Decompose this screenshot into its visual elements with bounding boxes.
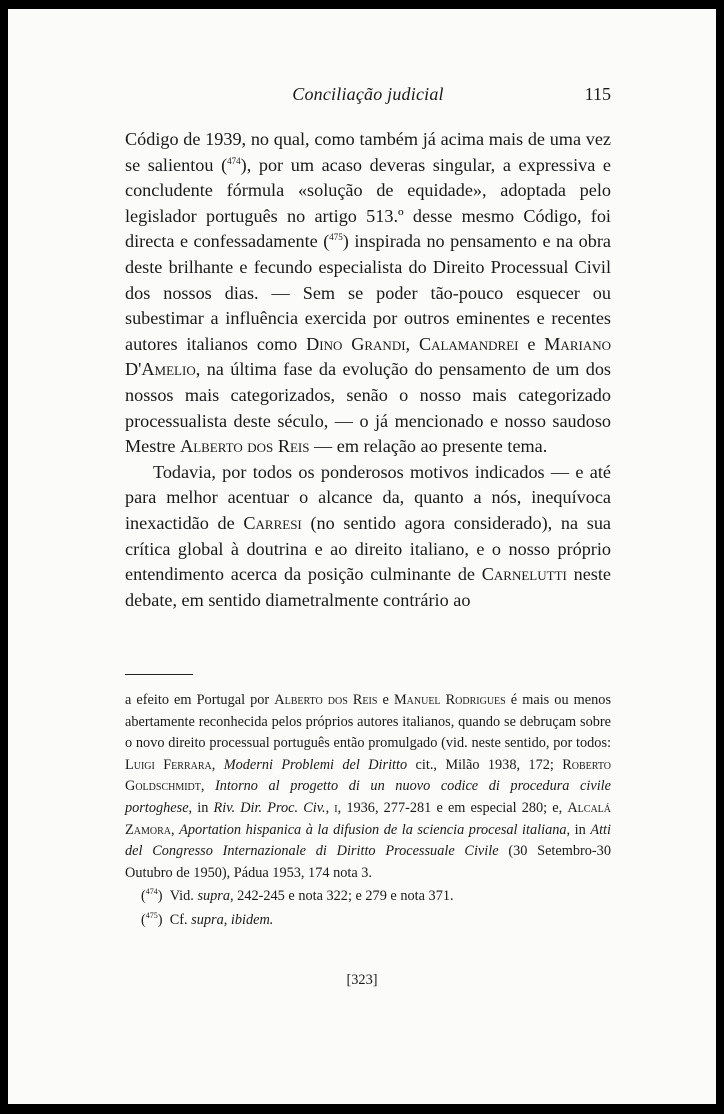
author-name: Dino Grandi xyxy=(306,333,406,354)
footnote-number: 475 xyxy=(145,911,158,921)
footnote-474: ($^{474}$) Vid. supra, 242-245 e nota 322; e 279 e nota 371. xyxy=(141,887,454,905)
page-header xyxy=(125,84,611,110)
text-run: , 1936, 277-281 e em especial 280; e, xyxy=(337,799,568,816)
work-title: Intorno al progetto di un nuovo codice di procedura civile portoghese xyxy=(125,778,611,816)
paragraph-1 xyxy=(125,127,611,460)
main-text xyxy=(125,127,611,613)
work-title: Atti del Congresso Internazionale di Diritto Processuale Civile xyxy=(125,821,611,860)
journal-title: Riv. Dir. Proc. Civ. xyxy=(213,799,326,816)
author-name: Alberto dos Reis xyxy=(180,436,310,457)
volume-number: i xyxy=(334,799,338,816)
text-run: Vid. xyxy=(169,888,198,905)
footnote-ref-474: 474 xyxy=(227,155,241,166)
author-name: Alcalá Zamora xyxy=(125,799,611,838)
folio-number xyxy=(8,972,716,989)
paragraph-2 xyxy=(125,460,611,614)
author-name: Manuel Rodrigues xyxy=(393,692,506,708)
footnote-475: ($^{475}$) Cf. supra, ibidem. xyxy=(141,911,274,928)
text-run: Todavia, por todos os ponderosos motivos indicados — e até para melhor acentuar o alcance da, quanto a nós, inequívoca inexactidão de xyxy=(125,461,611,533)
text-run: cit., Milão 1938, 172; xyxy=(407,756,563,773)
footnote-number: 474 xyxy=(145,887,158,897)
footnote-continuation xyxy=(125,690,611,884)
text-run: , xyxy=(405,333,419,354)
text-run: — em relação ao presente tema. xyxy=(309,436,548,457)
footnote-separator xyxy=(125,674,193,675)
text-run: neste debate, em sentido diametralmente contrário ao xyxy=(125,564,611,610)
text-run: , xyxy=(211,756,224,773)
author-name: Carresi xyxy=(243,512,302,533)
text-run: Código de 1939, no qual, como também já acima mais de uma vez se salientou ( xyxy=(125,129,611,175)
running-title: Conciliação judicial xyxy=(292,84,444,104)
text-run: e xyxy=(377,692,394,708)
text-run: a efeito em Portugal por xyxy=(125,692,275,708)
text-run: 242-245 e nota 322; e 279 e nota 371. xyxy=(233,888,454,905)
text-run: Cf. xyxy=(169,911,192,928)
text-run: (30 Setembro-30 Outubro de 1950), Pádua 1953, 174 nota 3. xyxy=(125,843,611,881)
author-name: Roberto Goldschmidt xyxy=(125,756,611,795)
text-run: é mais ou menos abertamente reconhecida pelos próprios autores italianos, quando se debruçam sobre o novo direito processual português então promulgado (vid. neste sentido, por todos: xyxy=(125,692,612,752)
footnotes xyxy=(125,690,611,932)
text-run: ) inspirada no pensamento e na obra deste brilhante e fecundo especialista do Direito Processual Civil dos nossos dias. — Sem se poder tão-pouco esquecer ou subestimar a influência exercida por outros eminentes e recentes autores italianos como xyxy=(125,231,612,354)
author-name: Luigi Ferrara xyxy=(125,756,212,773)
text-run: , in xyxy=(566,821,591,838)
page-number: 115 xyxy=(584,84,611,104)
italic-ref: supra, ibidem. xyxy=(191,911,274,928)
work-title: Moderni Problemi del Diritto xyxy=(223,756,408,773)
italic-ref: supra, xyxy=(197,888,234,905)
text-run: , na última fase da evolução do pensamento de um dos nossos mais categorizados, senão o nosso mais categorizado processualista deste século, — o já mencionado e nosso saudoso Mestre xyxy=(125,359,611,457)
text-run: ), por um acaso deveras singular, a expressiva e concludente fórmula «solução de equidade», adoptada pelo legislador português no artigo 513.º desse mesmo Código, foi directa e confessadamente ( xyxy=(125,154,612,252)
text-run: , in xyxy=(188,799,214,816)
text-run: e xyxy=(518,333,545,354)
author-name: Calamandrei xyxy=(418,333,519,354)
text-run: , xyxy=(200,778,216,795)
book-page xyxy=(8,9,716,1104)
folio-label: [323] xyxy=(346,972,378,988)
author-name: Carnelutti xyxy=(481,564,567,585)
text-run: (no sentido agora considerado), na sua crítica global à doutrina e ao direito italiano, e o nosso próprio entendimento acerca da posição culminante de xyxy=(125,512,611,585)
footnote-ref-475: 475 xyxy=(329,232,343,243)
author-name: Mariano D'Amelio xyxy=(125,333,611,380)
text-run: , xyxy=(170,821,180,838)
work-title: Aportation hispanica à la difusion de la sciencia procesal italiana xyxy=(179,821,567,838)
text-run: , xyxy=(325,799,335,816)
author-name: Alberto dos Reis xyxy=(274,692,378,708)
